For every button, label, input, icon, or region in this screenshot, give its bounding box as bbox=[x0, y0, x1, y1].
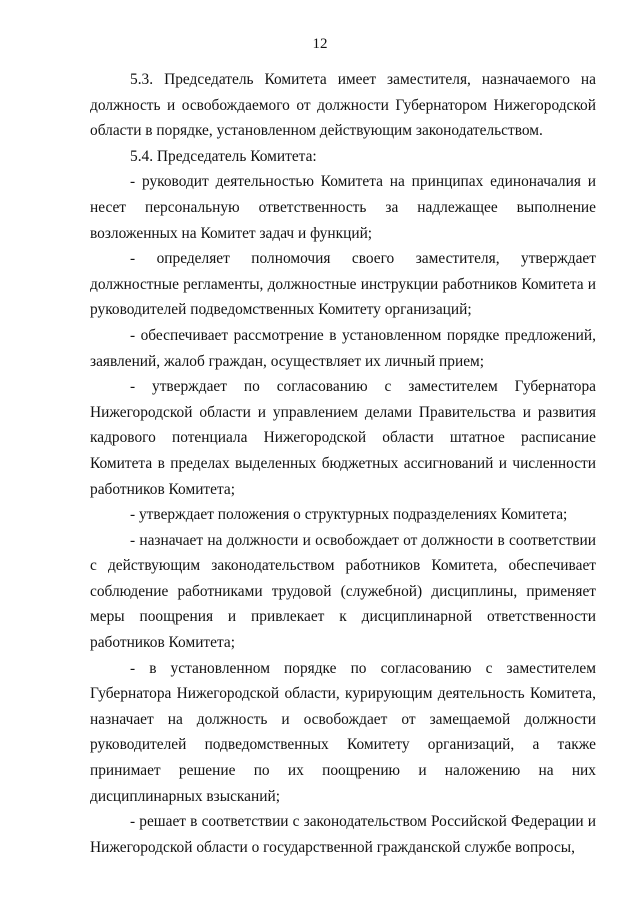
list-item-appointments: - назначает на должности и освобождает от должности в соответствии с действующим законодательством работников Комитета, обеспечивает соблюдение работниками трудовой (служебной) дисциплины, применяет меры поощрения и привлекает к дисциплинарной ответственности работников Комитета; bbox=[90, 531, 596, 652]
paragraph-5-3: 5.3. Председатель Комитета имеет заместителя, назначаемого на должность и освобождаемого от должности Губернатором Нижегородской области в порядке, установленном действующим законодательством. bbox=[90, 71, 596, 140]
list-item-structural-units: - утверждает положения о структурных подразделениях Комитета; bbox=[130, 506, 568, 524]
list-item-leadership: - руководит деятельностью Комитета на принципах единоначалия и несет персональную ответственность за надлежащее выполнение возложенных на Комитет задач и функций; bbox=[90, 173, 596, 242]
list-item-deputy-powers: - определяет полномочия своего заместителя, утверждает должностные регламенты, должностные инструкции работников Комитета и руководителей подведомственных Комитету организаций; bbox=[90, 250, 596, 319]
list-item-staffing-schedule: - утверждает по согласованию с заместителем Губернатора Нижегородской области и управлением делами Правительства и развития кадрового потенциала Нижегородской области штатное расписание Комитета в пределах выделенных бюджетных ассигнований и численности работников Комитета; bbox=[90, 378, 596, 498]
page-number: 12 bbox=[312, 36, 328, 52]
paragraph-5-4-heading: 5.4. Председатель Комитета: bbox=[130, 147, 317, 165]
list-item-citizen-appeals: - обеспечивает рассмотрение в установленном порядке предложений, заявлений, жалоб граждан, осуществляет их личный прием; bbox=[90, 326, 596, 370]
document-body bbox=[90, 67, 596, 860]
list-item-civil-service: - решает в соответствии с законодательством Российской Федерации и Нижегородской области о государственной гражданской службе вопросы, bbox=[90, 813, 596, 856]
list-item-heads-of-organizations: - в установленном порядке по согласованию с заместителем Губернатора Нижегородской области, курирующим деятельность Комитета, назначает на должность и освобождает от замещаемой должности руководителей подведомственных Комитету организаций, а также принимает решение по их поощрению и наложению на них дисциплинарных взысканий; bbox=[90, 659, 596, 805]
